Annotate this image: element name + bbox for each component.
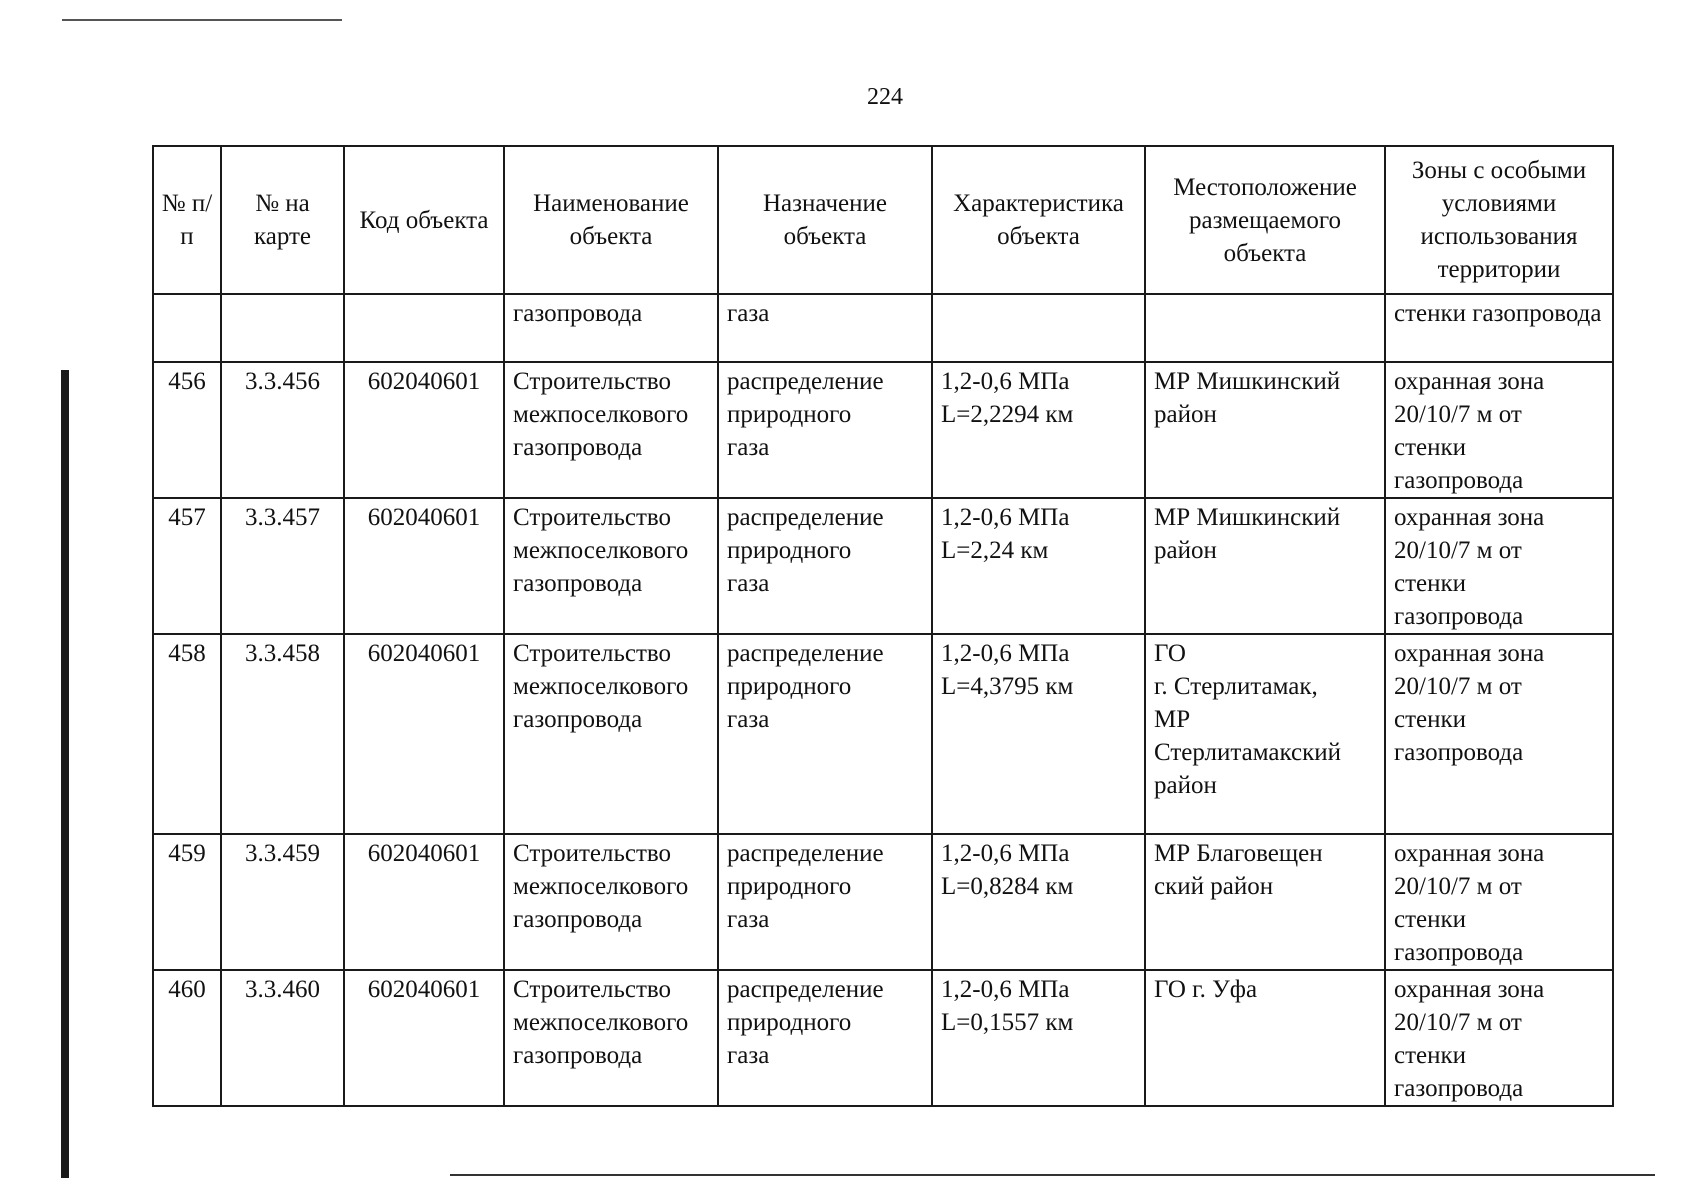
cell-code: 602040601 <box>344 498 504 634</box>
cell-line: охранная зона <box>1394 976 1545 1003</box>
cell-line: межпоселкового <box>513 673 689 700</box>
header-map-num: № на карте <box>221 146 344 294</box>
cell-line: 1,2-0,6 МПа <box>941 840 1070 867</box>
cell-line: охранная зона <box>1394 640 1545 667</box>
cell-characteristic <box>932 970 1145 1106</box>
cell-line: 1,2-0,6 МПа <box>941 976 1070 1003</box>
header-object-code: Код объекта <box>344 146 504 294</box>
cell-characteristic <box>932 362 1145 498</box>
table-row-continuation <box>153 294 1613 362</box>
objects-table <box>152 145 1614 1107</box>
cell-zones <box>1385 498 1613 634</box>
cell-line: стенки <box>1394 570 1467 597</box>
header-num: № п/п <box>153 146 221 294</box>
cell-line: МР Благовещен <box>1154 840 1323 867</box>
cell-line: газа <box>727 434 770 461</box>
cell-line: 20/10/7 м от <box>1394 873 1522 900</box>
cell-line: газа <box>727 906 770 933</box>
cell-line: газа <box>727 570 770 597</box>
cell-name <box>504 498 718 634</box>
cell-location <box>1145 634 1385 834</box>
cell-line: 20/10/7 м от <box>1394 1009 1522 1036</box>
cell-line: 20/10/7 м от <box>1394 537 1522 564</box>
cell-line: газопровода <box>513 1042 643 1069</box>
cell-line: межпоселкового <box>513 1009 689 1036</box>
cell-line: межпоселкового <box>513 537 689 564</box>
cell-zones <box>1385 970 1613 1106</box>
cell-line: газопровода <box>1394 467 1524 494</box>
cell-num: 456 <box>153 362 221 498</box>
cell-num: 457 <box>153 498 221 634</box>
cell-line: L=0,1557 км <box>941 1009 1074 1036</box>
cell-map: 3.3.457 <box>221 498 344 634</box>
cell-zones <box>1385 834 1613 970</box>
cell-line: природного <box>727 673 852 700</box>
cell-line: охранная зона <box>1394 368 1545 395</box>
cell-line: стенки <box>1394 1042 1467 1069</box>
cell-line: ГО <box>1154 640 1186 667</box>
cell-purpose <box>718 834 932 970</box>
cell-characteristic <box>932 834 1145 970</box>
cell-line: Строительство <box>513 640 672 667</box>
cell-line: стенки <box>1394 906 1467 933</box>
cell-line: МР Мишкинский <box>1154 504 1341 531</box>
cell-code <box>344 294 504 362</box>
table-header-row <box>153 146 1613 294</box>
cell-characteristic <box>932 294 1145 362</box>
cell-purpose: газа <box>718 294 932 362</box>
cell-line: газопровода <box>513 434 643 461</box>
cell-line: 1,2-0,6 МПа <box>941 640 1070 667</box>
cell-location <box>1145 498 1385 634</box>
cell-line: природного <box>727 1009 852 1036</box>
cell-num: 460 <box>153 970 221 1106</box>
cell-line: МР <box>1154 706 1191 733</box>
cell-line: L=2,2294 км <box>941 401 1074 428</box>
table-row <box>153 634 1613 834</box>
cell-num: 458 <box>153 634 221 834</box>
cell-line: газопровода <box>1394 603 1524 630</box>
cell-line: Стерлитамакский <box>1154 739 1341 766</box>
cell-purpose <box>718 970 932 1106</box>
cell-line: 1,2-0,6 МПа <box>941 368 1070 395</box>
table-row <box>153 498 1613 634</box>
cell-line: МР Мишкинский <box>1154 368 1341 395</box>
cell-line: распределение <box>727 368 884 395</box>
cell-line: стенки <box>1394 434 1467 461</box>
cell-line: г. Стерлитамак, <box>1154 673 1318 700</box>
cell-line: 20/10/7 м от <box>1394 401 1522 428</box>
cell-line: L=0,8284 км <box>941 873 1074 900</box>
cell-line: L=2,24 км <box>941 537 1049 564</box>
cell-purpose <box>718 498 932 634</box>
cell-zones <box>1385 362 1613 498</box>
scan-artifact-left-bar <box>61 370 69 1178</box>
cell-line: распределение <box>727 640 884 667</box>
cell-map: 3.3.459 <box>221 834 344 970</box>
cell-num: 459 <box>153 834 221 970</box>
cell-name <box>504 834 718 970</box>
cell-line: Строительство <box>513 504 672 531</box>
cell-line: 1,2-0,6 МПа <box>941 504 1070 531</box>
cell-line: распределение <box>727 976 884 1003</box>
cell-line: 20/10/7 м от <box>1394 673 1522 700</box>
cell-name <box>504 362 718 498</box>
header-special-zones: Зоны с особыми условиями использования территории <box>1385 146 1613 294</box>
cell-line: охранная зона <box>1394 504 1545 531</box>
cell-line: L=4,3795 км <box>941 673 1074 700</box>
table-row <box>153 970 1613 1106</box>
header-object-purpose: Назначение объекта <box>718 146 932 294</box>
cell-line: газопровода <box>1394 1075 1524 1102</box>
cell-location <box>1145 362 1385 498</box>
cell-characteristic <box>932 498 1145 634</box>
cell-name: газопровода <box>504 294 718 362</box>
cell-line: природного <box>727 537 852 564</box>
cell-map: 3.3.456 <box>221 362 344 498</box>
scan-artifact-bottom-line <box>450 1174 1655 1176</box>
cell-code: 602040601 <box>344 634 504 834</box>
cell-line: район <box>1154 537 1217 564</box>
cell-line: природного <box>727 873 852 900</box>
cell-map <box>221 294 344 362</box>
header-object-location: Местоположение размещаемого объекта <box>1145 146 1385 294</box>
cell-zones <box>1385 634 1613 834</box>
cell-name <box>504 634 718 834</box>
cell-location <box>1145 834 1385 970</box>
cell-line: природного <box>727 401 852 428</box>
page-number: 224 <box>867 84 903 110</box>
cell-code: 602040601 <box>344 834 504 970</box>
header-object-characteristic: Характеристика объекта <box>932 146 1145 294</box>
cell-line: газопровода <box>1394 939 1524 966</box>
cell-line: Строительство <box>513 840 672 867</box>
cell-purpose <box>718 634 932 834</box>
cell-line: район <box>1154 772 1217 799</box>
cell-location <box>1145 294 1385 362</box>
cell-name <box>504 970 718 1106</box>
header-object-name: Наименование объекта <box>504 146 718 294</box>
cell-line: распределение <box>727 504 884 531</box>
cell-line: ский район <box>1154 873 1274 900</box>
cell-zones: стенки газопровода <box>1385 294 1613 362</box>
cell-line: межпоселкового <box>513 873 689 900</box>
scan-artifact-top-line <box>62 19 342 21</box>
cell-line: газопровода <box>513 706 643 733</box>
cell-map: 3.3.458 <box>221 634 344 834</box>
cell-code: 602040601 <box>344 970 504 1106</box>
cell-characteristic <box>932 634 1145 834</box>
cell-line: газопровода <box>1394 739 1524 766</box>
cell-line: Строительство <box>513 368 672 395</box>
cell-map: 3.3.460 <box>221 970 344 1106</box>
table-row <box>153 834 1613 970</box>
cell-purpose <box>718 362 932 498</box>
cell-line: межпоселкового <box>513 401 689 428</box>
cell-line: стенки <box>1394 706 1467 733</box>
cell-line: газа <box>727 706 770 733</box>
cell-line: газопровода <box>513 570 643 597</box>
table-row <box>153 362 1613 498</box>
cell-line: район <box>1154 401 1217 428</box>
cell-line: газопровода <box>513 906 643 933</box>
cell-num <box>153 294 221 362</box>
cell-line: Строительство <box>513 976 672 1003</box>
cell-line: распределение <box>727 840 884 867</box>
cell-line: ГО г. Уфа <box>1154 976 1258 1003</box>
cell-line: охранная зона <box>1394 840 1545 867</box>
cell-code: 602040601 <box>344 362 504 498</box>
cell-line: газа <box>727 1042 770 1069</box>
cell-location <box>1145 970 1385 1106</box>
